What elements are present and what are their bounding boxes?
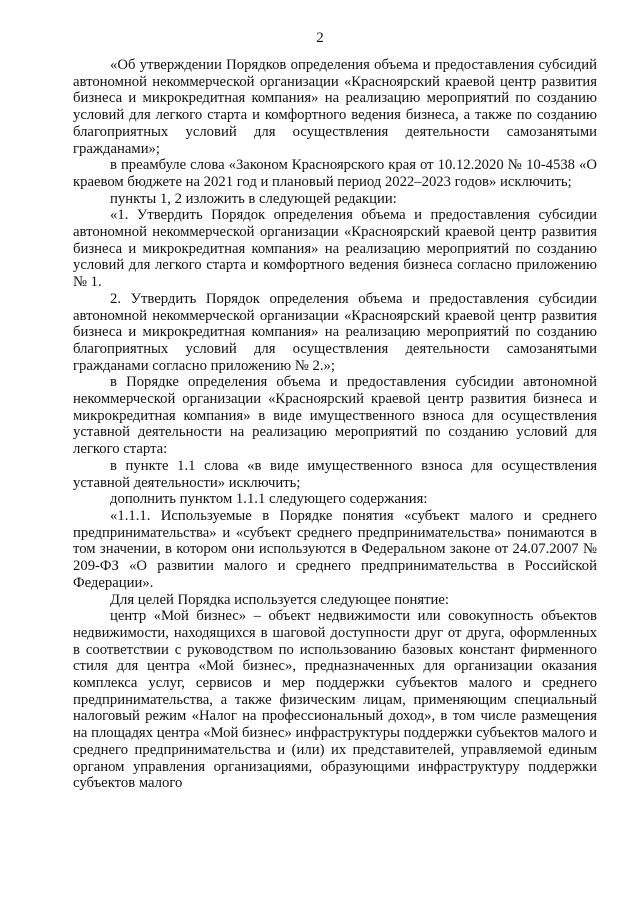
paragraph: в Порядке определения объема и предоставления субсидии автономной некоммерческой организации «Красноярский краевой центр развития бизнеса и микрокредитная компания» в виде имущественного взноса для осуществления уставной деятельности на реализацию мероприятий по созданию условий для легкого старта: bbox=[73, 374, 597, 458]
paragraph: в преамбуле слова «Законом Красноярского края от 10.12.2020 № 10-4538 «О краевом бюджете на 2021 год и плановый период 2022–2023 годов» исключить; bbox=[73, 157, 597, 190]
paragraph: в пункте 1.1 слова «в виде имущественного взноса для осуществления уставной деятельности» исключить; bbox=[73, 457, 597, 491]
paragraph: центр «Мой бизнес» – объект недвижимости или совокупность объектов недвижимости, находящихся в шаговой доступности друг от друга, оформленных в соответствии с руководством по использованию базовых констант фирменного стиля для центра «Мой бизнес», предназначенных для организации оказания комплекса услуг, сервисов и мер поддержки субъектов малого и среднего предпринимательства, а также физическим лицам, применяющим специальный налоговый режим «Налог на профессиональный доход», в том числе размещения на площадях центра «Мой бизнес» инфраструктуры поддержки субъектов малого и среднего предпринимательства и (или) их представителей, управляемой единым органом управления организациями, образующими инфраструктуру поддержки субъектов малого bbox=[73, 608, 597, 792]
paragraph: «1. Утвердить Порядок определения объема и предоставления субсидии автономной некоммерческой организации «Красноярский краевой центр развития бизнеса и микрокредитная компания» на реализацию мероприятий по созданию условий для легкого старта и комфортного ведения бизнеса согласно приложению № 1. bbox=[73, 207, 597, 291]
paragraph: 2. Утвердить Порядок определения объема и предоставления субсидии автономной некоммерческой организации «Красноярский краевой центр развития бизнеса и микрокредитная компания» на реализацию мероприятий по созданию благоприятных условий для осуществления деятельности самозанятыми гражданами согласно приложению № 2.»; bbox=[73, 290, 597, 374]
paragraph: Для целей Порядка используется следующее понятие: bbox=[110, 591, 449, 608]
paragraph: «1.1.1. Используемые в Порядке понятия «субъект малого и среднего предпринимательства» и «субъект среднего предпринимательства» понимаются в том значении, в котором они используются в Федеральном законе от 24.07.2007 № 209-ФЗ «О развитии малого и среднего предпринимательства в Российской Федерации». bbox=[73, 507, 597, 591]
document-body bbox=[73, 57, 597, 792]
paragraph: дополнить пунктом 1.1.1 следующего содержания: bbox=[110, 491, 428, 508]
page-number: 2 bbox=[316, 30, 324, 46]
paragraph: «Об утверждении Порядков определения объема и предоставления субсидий автономной некоммерческой организации «Красноярский краевой центр развития бизнеса и микрокредитная компания» на реализацию мероприятий по созданию условий для легкого старта и комфортного ведения бизнеса, а также по созданию благоприятных условий для осуществления деятельности самозанятыми гражданами»; bbox=[73, 57, 597, 157]
paragraph: пункты 1, 2 изложить в следующей редакции: bbox=[110, 190, 397, 207]
